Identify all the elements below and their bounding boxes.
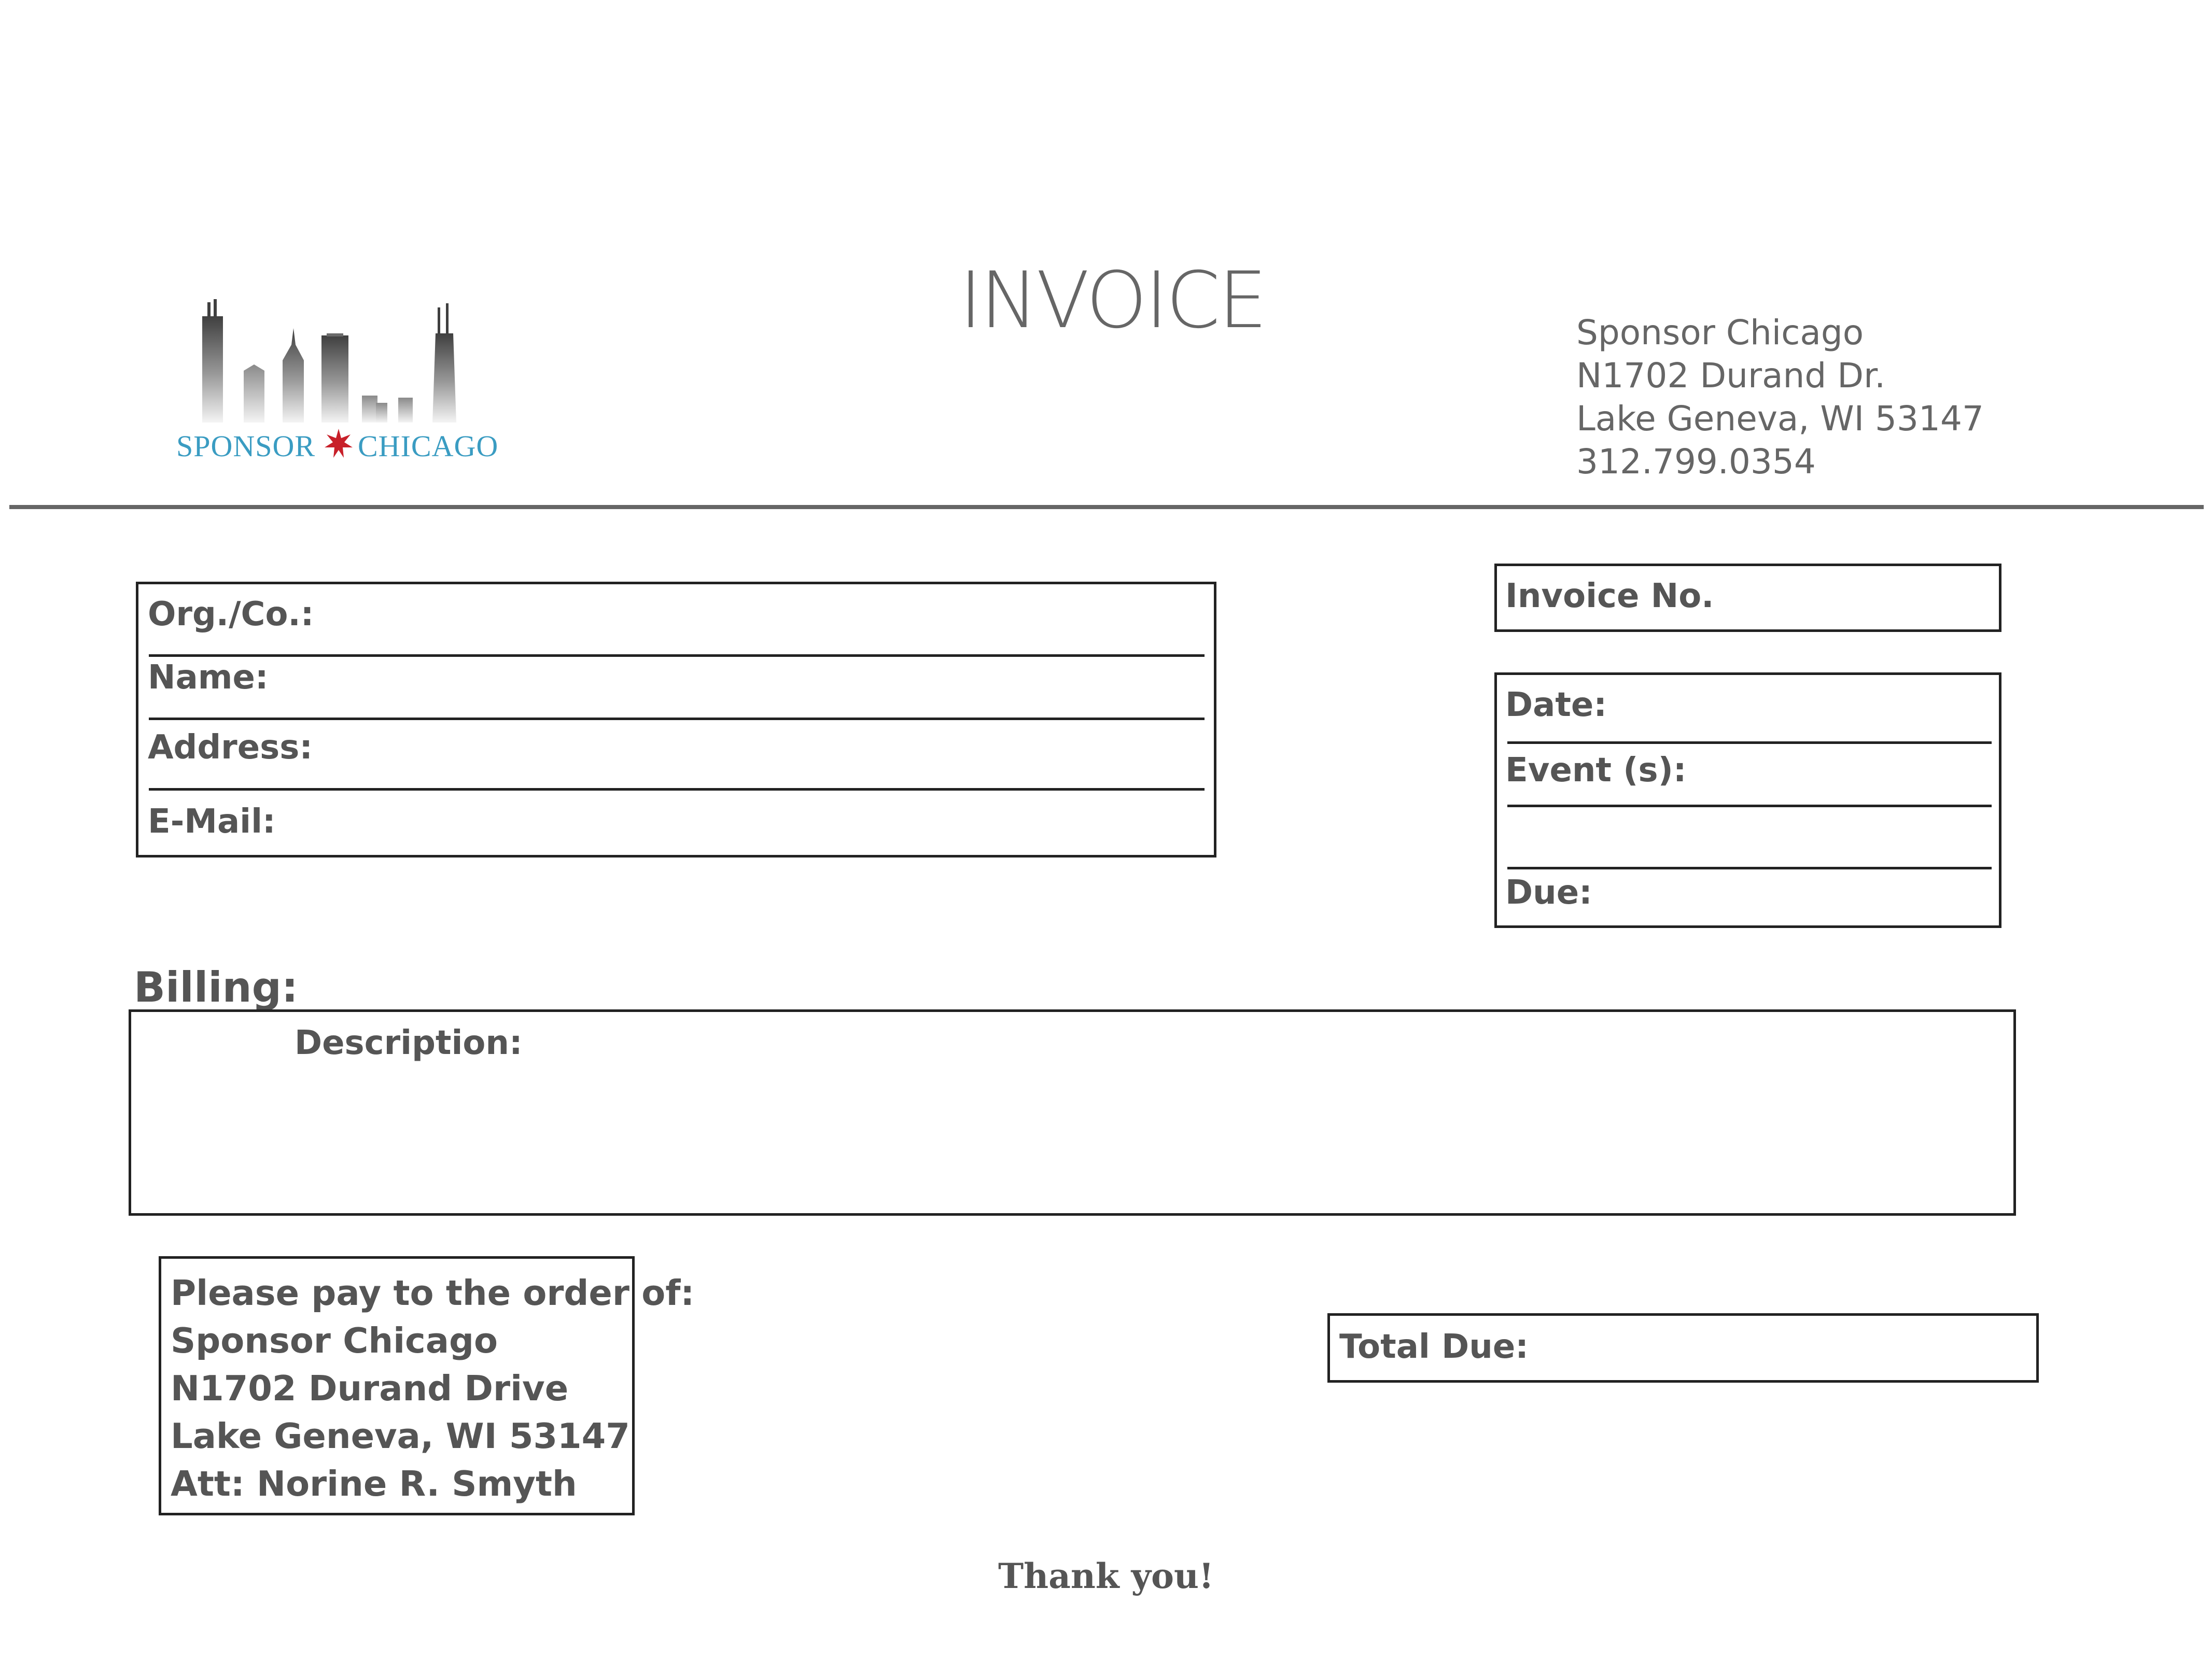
sponsor-chicago-logo: [171, 288, 513, 464]
org-field-line[interactable]: [149, 654, 1205, 657]
company-name: Sponsor Chicago: [1576, 313, 1864, 353]
header-divider: [9, 505, 2204, 509]
pay-to-line: Please pay to the order of:: [171, 1273, 695, 1313]
address-field-line[interactable]: [149, 788, 1205, 791]
invoice-number-label: Invoice No.: [1505, 577, 1714, 615]
pay-to-line: Lake Geneva, WI 53147: [171, 1416, 630, 1456]
contact-info-box: [136, 582, 1216, 857]
events-label: Event (s):: [1505, 751, 1687, 790]
events-field-line[interactable]: [1507, 805, 1992, 807]
email-label: E-Mail:: [148, 803, 276, 841]
org-label: Org./Co.:: [148, 595, 314, 634]
logo-text-sponsor: SPONSOR: [176, 429, 316, 463]
thank-you-text: Thank you!: [998, 1556, 1214, 1596]
pay-to-line: N1702 Durand Drive: [171, 1368, 569, 1409]
billing-description-box[interactable]: [129, 1009, 2016, 1216]
name-field-line[interactable]: [149, 718, 1205, 720]
company-phone: 312.799.0354: [1576, 442, 1816, 482]
company-street: N1702 Durand Dr.: [1576, 356, 1886, 396]
page-title: INVOICE: [959, 256, 1266, 346]
date-label: Date:: [1505, 686, 1607, 724]
invoice-details-box: [1494, 672, 2001, 928]
due-label: Due:: [1505, 874, 1592, 912]
pay-to-box: [159, 1256, 695, 1515]
chicago-skyline-icon: [171, 288, 513, 423]
description-label: Description:: [295, 1024, 523, 1062]
events-field-line-2[interactable]: [1507, 867, 1992, 869]
name-label: Name:: [148, 658, 269, 697]
address-label: Address:: [148, 728, 313, 767]
pay-to-lines: [171, 1269, 694, 1508]
total-due-box[interactable]: [1327, 1313, 2039, 1383]
chicago-star-icon: [323, 428, 355, 460]
logo-text-chicago: CHICAGO: [358, 429, 499, 463]
pay-to-line: Att: Norine R. Smyth: [171, 1464, 577, 1504]
date-field-line[interactable]: [1507, 741, 1992, 744]
billing-heading: Billing:: [134, 963, 298, 1011]
company-city: Lake Geneva, WI 53147: [1576, 399, 1984, 439]
total-due-label: Total Due:: [1339, 1328, 1529, 1366]
company-address-block: [1576, 311, 2095, 487]
invoice-number-box[interactable]: [1494, 564, 2001, 632]
pay-to-line: Sponsor Chicago: [171, 1320, 498, 1361]
